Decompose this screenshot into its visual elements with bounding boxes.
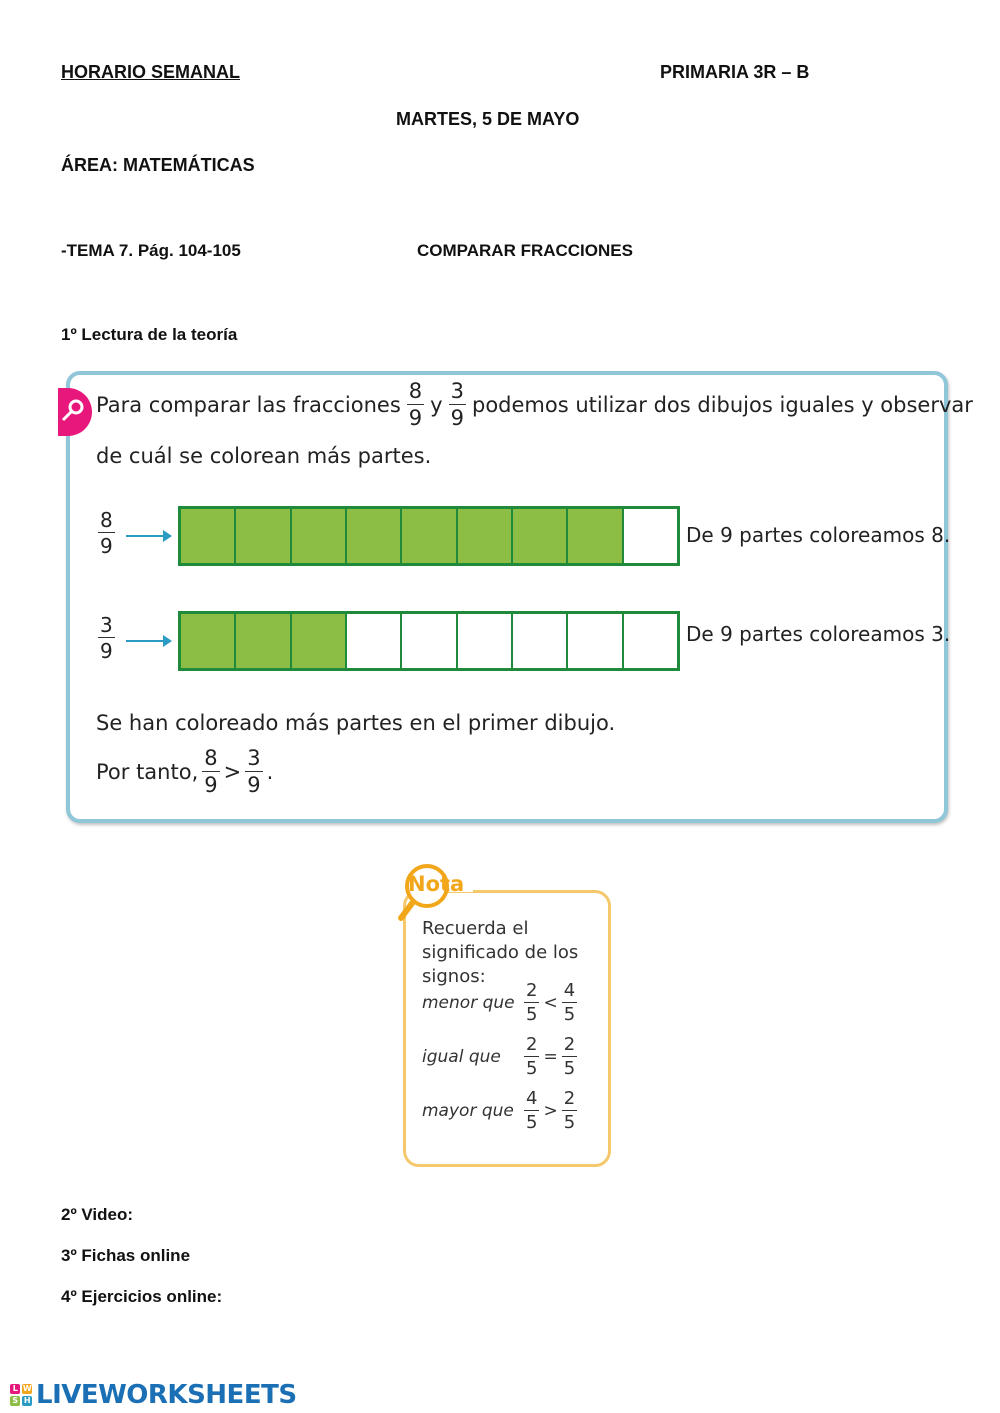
fraction-numerator: 8 — [100, 508, 113, 532]
empty-part — [513, 614, 568, 668]
fraction-numerator: 8 — [204, 746, 218, 770]
fraction-numerator: 2 — [563, 1088, 576, 1109]
logo-text: LIVEWORKSHEETS — [36, 1380, 297, 1410]
fraction-numerator: 4 — [526, 1088, 538, 1109]
conclusion-sign: > — [223, 760, 242, 784]
nota-row-mayor — [422, 1090, 579, 1132]
theory-intro-text-b: podemos utilizar dos dibujos iguales y observar — [471, 393, 973, 417]
colored-part — [181, 509, 236, 563]
topic-reference: -TEMA 7. Pág. 104-105 — [61, 241, 241, 260]
empty-part — [347, 614, 402, 668]
bar-1-fraction — [96, 510, 117, 556]
colored-part — [292, 509, 347, 563]
fraction-bar-8-9 — [178, 506, 680, 566]
conclusion-fraction-a — [202, 748, 219, 796]
nota-row-igual — [422, 1036, 579, 1078]
fraction-denominator: 9 — [204, 773, 218, 797]
theory-intro-line1 — [96, 381, 973, 429]
colored-part — [236, 614, 291, 668]
colored-part — [568, 509, 623, 563]
nota-line-3: signos: — [422, 966, 486, 987]
liveworksheets-logo[interactable] — [10, 1380, 297, 1410]
fraction-denominator: 5 — [563, 1004, 576, 1025]
area-title: ÁREA: MATEMÁTICAS — [61, 155, 255, 175]
conclusion-prefix: Por tanto, — [96, 760, 199, 784]
colored-part — [347, 509, 402, 563]
fraction-denominator: 9 — [450, 406, 464, 430]
fraction-3-9 — [449, 381, 466, 429]
fraction-denominator: 5 — [563, 1112, 576, 1133]
fraction-denominator: 9 — [247, 773, 261, 797]
empty-part — [458, 614, 513, 668]
theory-intro-line2: de cuál se colorean más partes. — [96, 444, 432, 468]
nota-row-label: igual que — [422, 1047, 501, 1067]
nota-title: Nota — [408, 872, 465, 896]
colored-part — [458, 509, 513, 563]
header-right-title: PRIMARIA 3R – B — [660, 62, 810, 82]
logo-icon: L W S H — [10, 1384, 32, 1406]
conclusion-end: . — [266, 760, 274, 784]
fraction-denominator: 9 — [100, 639, 113, 663]
bar-2-arrow-icon — [126, 640, 170, 642]
fraction-numerator: 8 — [408, 379, 423, 403]
header-left-title: HORARIO SEMANAL — [61, 62, 240, 82]
fraction-numerator: 4 — [563, 980, 576, 1001]
conclusion-line-1: Se han coloreado más partes en el primer dibujo. — [96, 711, 616, 735]
colored-part — [236, 509, 291, 563]
bar-1-caption: De 9 partes coloreamos 8. — [686, 523, 951, 547]
nota-row-label: mayor que — [422, 1101, 514, 1121]
step-2-label: 2º Video: — [61, 1205, 134, 1224]
empty-part — [568, 614, 623, 668]
step-3-label: 3º Fichas online — [61, 1246, 191, 1265]
nota-row-label: menor que — [422, 993, 515, 1013]
fraction-numerator: 2 — [563, 1034, 576, 1055]
step-4-label: 4º Ejercicios online: — [61, 1287, 223, 1306]
bar-1-arrow-icon — [126, 535, 170, 537]
topic-name: COMPARAR FRACCIONES — [417, 241, 633, 260]
nota-line-1: Recuerda el — [422, 918, 529, 939]
fraction-denominator: 5 — [526, 1112, 538, 1133]
colored-part — [181, 614, 236, 668]
fraction-denominator: 5 — [563, 1058, 576, 1079]
empty-part — [624, 614, 677, 668]
conclusion-fraction-b — [245, 748, 262, 796]
nota-line-2: significado de los — [422, 942, 579, 963]
fraction-bar-3-9 — [178, 611, 680, 671]
bar-2-fraction — [96, 615, 117, 661]
colored-part — [402, 509, 457, 563]
fraction-numerator: 2 — [526, 1034, 538, 1055]
theory-intro-y: y — [430, 393, 443, 417]
date-title: MARTES, 5 DE MAYO — [396, 109, 580, 129]
fraction-denominator: 5 — [526, 1004, 538, 1025]
empty-part — [402, 614, 457, 668]
fraction-numerator: 2 — [526, 980, 538, 1001]
fraction-denominator: 9 — [100, 534, 113, 558]
step-1-label: 1º Lectura de la teoría — [61, 325, 238, 344]
fraction-numerator: 3 — [450, 379, 464, 403]
fraction-numerator: 3 — [100, 613, 113, 637]
fraction-denominator: 5 — [526, 1058, 538, 1079]
comparison-sign: = — [543, 1047, 558, 1067]
colored-part — [292, 614, 347, 668]
comparison-sign: < — [543, 993, 558, 1013]
bar-2-caption: De 9 partes coloreamos 3. — [686, 622, 951, 646]
conclusion-line-2 — [96, 748, 273, 796]
fraction-denominator: 9 — [408, 406, 423, 430]
colored-part — [513, 509, 568, 563]
nota-row-menor — [422, 982, 579, 1024]
fraction-numerator: 3 — [247, 746, 261, 770]
theory-intro-text-a: Para comparar las fracciones — [96, 393, 401, 417]
fraction-8-9 — [407, 381, 424, 429]
empty-part — [624, 509, 677, 563]
comparison-sign: > — [543, 1101, 558, 1121]
